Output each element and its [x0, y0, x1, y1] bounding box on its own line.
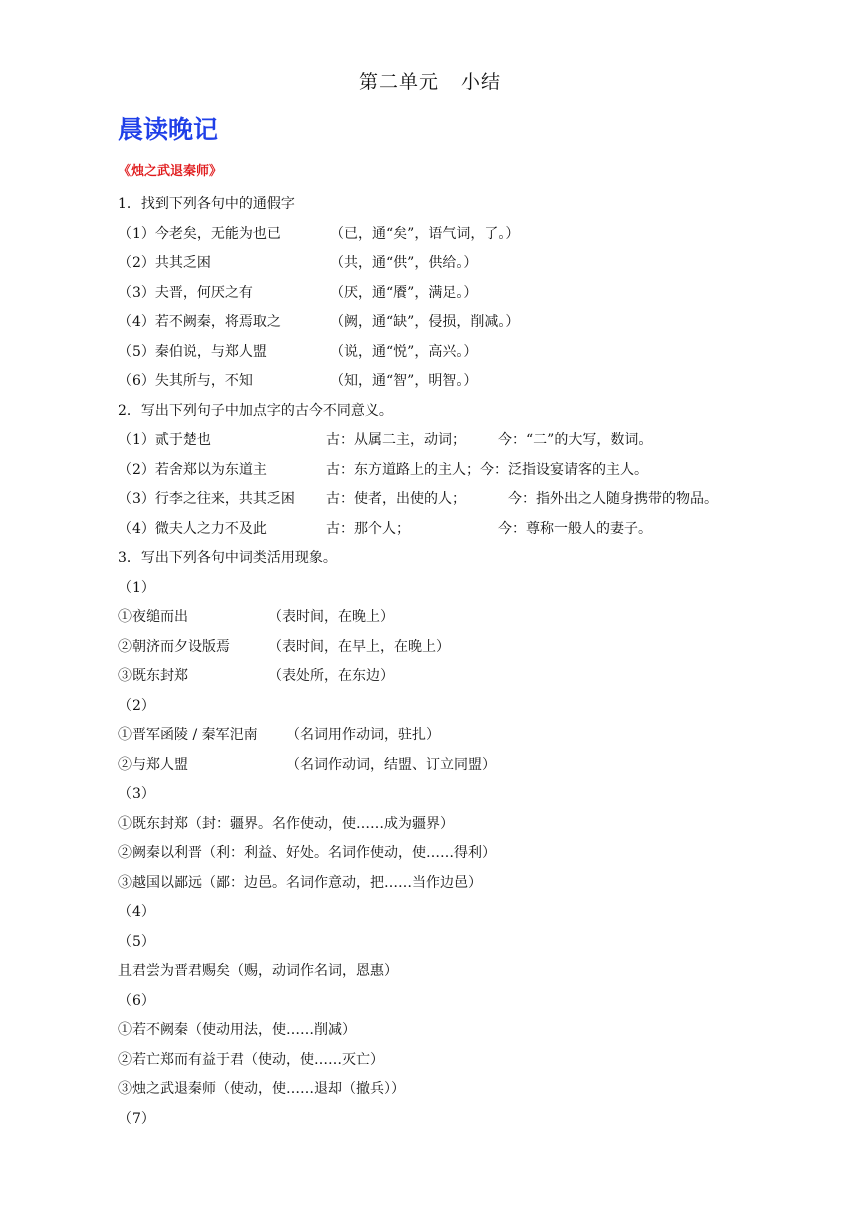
q3-item-sentence: ③既东封郑: [118, 668, 188, 684]
q2-item-ancient: 古：使者，出使的人；: [326, 491, 466, 507]
q2-item-ancient: 古：从属二主，动词；: [326, 432, 466, 448]
q3-group-label: （3）: [118, 786, 155, 802]
q3-item-sentence: ②朝济而夕设版焉: [118, 639, 230, 655]
q1-item-note: （知，通“智”，明智。）: [330, 373, 478, 389]
q1-item-sentence: （2）共其乏困: [118, 255, 211, 271]
q3-item-note: （表处所，在东边）: [268, 668, 394, 684]
q2-item-modern: 今：指外出之人随身携带的物品。: [508, 491, 718, 507]
q1-item-note: （已，通“矣”，语气词，了。）: [330, 226, 520, 242]
q3-group-label: （6）: [118, 993, 155, 1009]
q3-item-line: ②若亡郑而有益于君（使动，使……灭亡）: [118, 1052, 384, 1068]
q3-item-line: 且君尝为晋君赐矣（赐，动词作名词，恩惠）: [118, 963, 398, 979]
q2-item-ancient: 古：东方道路上的主人；今：泛指设宴请客的主人。: [326, 462, 648, 478]
q1-heading: 1．找到下列各句中的通假字: [118, 196, 295, 212]
q2-item-sentence: （1）贰于楚也: [118, 432, 211, 448]
q3-item-note: （名词作动词，结盟、订立同盟）: [286, 757, 496, 773]
q3-item-line: ①若不阙秦（使动用法，使……削减）: [118, 1022, 356, 1038]
q1-item-sentence: （1）今老矣，无能为也已: [118, 226, 281, 242]
q3-group-label: （1）: [118, 580, 155, 596]
q2-item-ancient: 古：那个人；: [326, 521, 410, 537]
q2-item-sentence: （4）微夫人之力不及此: [118, 521, 267, 537]
q1-item-sentence: （4）若不阙秦，将焉取之: [118, 314, 281, 330]
q3-item-line: ③越国以鄙远（鄙：边邑。名词作意动，把……当作边邑）: [118, 875, 482, 891]
q1-item-note: （共，通“供”，供给。）: [330, 255, 478, 271]
q1-item-sentence: （3）夫晋，何厌之有: [118, 285, 253, 301]
q2-item-modern: 今：“二”的大写，数词。: [498, 432, 653, 448]
q2-heading: 2．写出下列句子中加点字的古今不同意义。: [118, 403, 393, 419]
title-main: 第二单元: [358, 71, 439, 93]
q3-group-label: （2）: [118, 698, 155, 714]
q3-item-note: （表时间，在晚上）: [268, 609, 394, 625]
q3-item-sentence: ②与郑人盟: [118, 757, 188, 773]
q3-group-label: （5）: [118, 934, 155, 950]
source-heading: 《烛之武退秦师》: [118, 164, 223, 179]
q3-item-sentence: ①夜缒而出: [118, 609, 188, 625]
q1-item-note: （说，通“悦”，高兴。）: [330, 344, 478, 360]
page-title: [0, 70, 860, 94]
q3-item-line: ③烛之武退秦师（使动，使……退却（撤兵））: [118, 1081, 405, 1097]
q3-item-note: （名词用作动词，驻扎）: [286, 727, 440, 743]
q3-item-line: ①既东封郑（封：疆界。名作使动，使……成为疆界）: [118, 816, 454, 832]
q3-group-label: （4）: [118, 904, 155, 920]
title-sub: 小结: [461, 71, 502, 93]
q1-item-sentence: （5）秦伯说，与郑人盟: [118, 344, 267, 360]
q3-group-label: （7）: [118, 1111, 155, 1127]
section-heading: 晨读晚记: [118, 115, 219, 144]
q1-item-note: （阙，通“缺”，侵损，削减。）: [330, 314, 520, 330]
q2-item-sentence: （2）若舍郑以为东道主: [118, 462, 267, 478]
q3-item-line: ②阙秦以利晋（利：利益、好处。名词作使动，使……得利）: [118, 845, 496, 861]
q3-item-sentence: ①晋军函陵 / 秦军汜南: [118, 727, 258, 743]
q3-heading: 3．写出下列各句中词类活用现象。: [118, 550, 337, 566]
q3-item-note: （表时间，在早上，在晚上）: [268, 639, 450, 655]
q2-item-modern: 今：尊称一般人的妻子。: [498, 521, 652, 537]
q1-item-note: （厌，通“餍”，满足。）: [330, 285, 478, 301]
q1-item-sentence: （6）失其所与，不知: [118, 373, 253, 389]
q2-item-sentence: （3）行李之往来，共其乏困: [118, 491, 295, 507]
